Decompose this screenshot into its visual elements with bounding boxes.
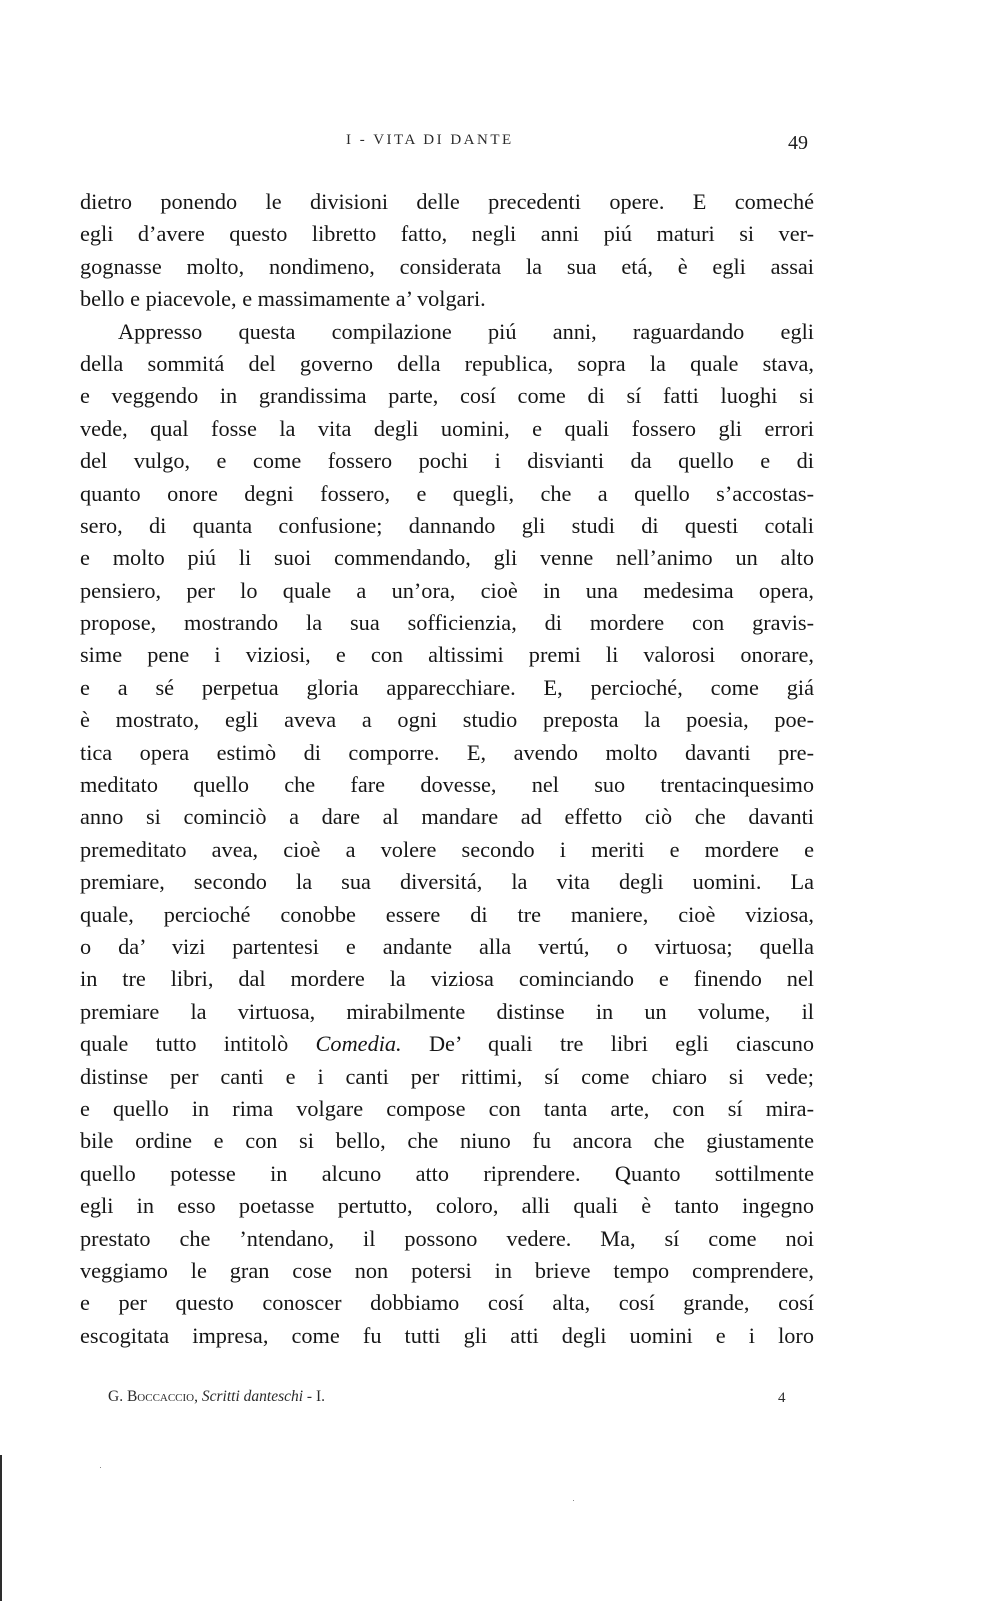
text-line: quello potesse in alcuno atto riprendere. Quanto sottilmente <box>80 1160 814 1186</box>
text-line: vede, qual fosse la vita degli uomini, e quali fossero gli errori <box>80 415 814 441</box>
text-line: del vulgo, e come fossero pochi i disvianti da quello e di <box>80 448 814 474</box>
footer-volume: - I. <box>306 1388 325 1405</box>
text-line: premiare la virtuosa, mirabilmente distinse in un volume, il <box>80 998 814 1024</box>
text-line: bile ordine e con si bello, che niuno fu ancora che giustamente <box>80 1128 814 1154</box>
text-line: in tre libri, dal mordere la viziosa cominciando e finendo nel <box>80 966 814 992</box>
text-line: propose, mostrando la sua sofficienzia, di mordere con gravis- <box>80 610 814 636</box>
text-line: premeditato avea, cioè a volere secondo i meriti e mordere e <box>80 836 814 862</box>
text-line: veggiamo le gran cose non potersi in brieve tempo comprendere, <box>80 1257 814 1283</box>
body-text <box>80 186 814 1352</box>
italic-title: Comedia. <box>315 1031 402 1057</box>
text-line: pensiero, per lo quale a un’ora, cioè in una medesima opera, <box>80 577 814 603</box>
scan-speck <box>573 1500 574 1501</box>
text-line: anno si cominciò a dare al mandare ad effetto ciò che davanti <box>80 804 814 830</box>
text-line: e quello in rima volgare compose con tanta arte, con sí mira- <box>80 1095 814 1121</box>
text-line: sero, di quanta confusione; dannando gli studi di questi cotali <box>80 512 814 538</box>
text-line: e veggendo in grandissima parte, cosí come di sí fatti luoghi si <box>80 383 814 409</box>
footer-work-title: Scritti danteschi <box>201 1388 304 1405</box>
text-line: della sommitá del governo della republica, sopra la quale stava, <box>80 350 814 376</box>
text-line: bello e piacevole, e massimamente a’ volgari. <box>80 286 486 312</box>
text-line: e a sé perpetua gloria apparecchiare. E, percioché, come giá <box>80 674 814 700</box>
text-line-segment: De’ quali tre libri egli ciascuno <box>401 1031 815 1057</box>
text-line: prestato che ’ntendano, il possono vedere. Ma, sí come noi <box>80 1225 814 1251</box>
footer-author: G. Boccaccio, <box>108 1388 198 1405</box>
text-line-segment: quale tutto intitolò <box>80 1031 316 1057</box>
text-line: egli in esso poetasse pertutto, coloro, alli quali è tanto ingegno <box>80 1193 814 1219</box>
scan-speck <box>100 1467 101 1468</box>
text-line: o da’ vizi partentesi e andante alla vertú, o virtuosa; quella <box>80 933 814 959</box>
footer-signature <box>108 1388 325 1406</box>
text-line: escogitata impresa, come fu tutti gli atti degli uomini e i loro <box>80 1322 814 1348</box>
running-head: I - VITA DI DANTE <box>346 132 514 148</box>
signature-number: 4 <box>778 1390 786 1406</box>
text-line: gognasse molto, nondimeno, considerata la sua etá, è egli assai <box>80 253 814 279</box>
scan-edge-mark <box>0 1455 2 1601</box>
text-line: premiare, secondo la sua diversitá, la vita degli uomini. La <box>80 869 814 895</box>
text-line: e per questo conoscer dobbiamo cosí alta, cosí grande, cosí <box>80 1290 814 1316</box>
text-line: quale, percioché conobbe essere di tre maniere, cioè viziosa, <box>80 901 814 927</box>
text-line: e molto piú li suoi commendando, gli venne nell’animo un alto <box>80 545 814 571</box>
text-line: sime pene i viziosi, e con altissimi premi li valorosi onorare, <box>80 642 814 668</box>
text-line: dietro ponendo le divisioni delle precedenti opere. E comeché <box>80 189 814 214</box>
text-line: distinse per canti e i canti per rittimi, sí come chiaro si vede; <box>80 1063 814 1089</box>
text-line: Appresso questa compilazione piú anni, raguardando egli <box>118 318 814 344</box>
text-line: quanto onore degni fossero, e quegli, che a quello s’accostas- <box>80 480 814 506</box>
page-number: 49 <box>788 132 808 154</box>
text-line: egli d’avere questo libretto fatto, negli anni piú maturi si ver- <box>80 221 814 247</box>
text-line: meditato quello che fare dovesse, nel suo trentacinquesimo <box>80 772 814 798</box>
text-line: è mostrato, egli aveva a ogni studio preposta la poesia, poe- <box>80 707 814 733</box>
text-line: tica opera estimò di comporre. E, avendo molto davanti pre- <box>80 739 814 765</box>
text-line <box>80 1028 814 1060</box>
